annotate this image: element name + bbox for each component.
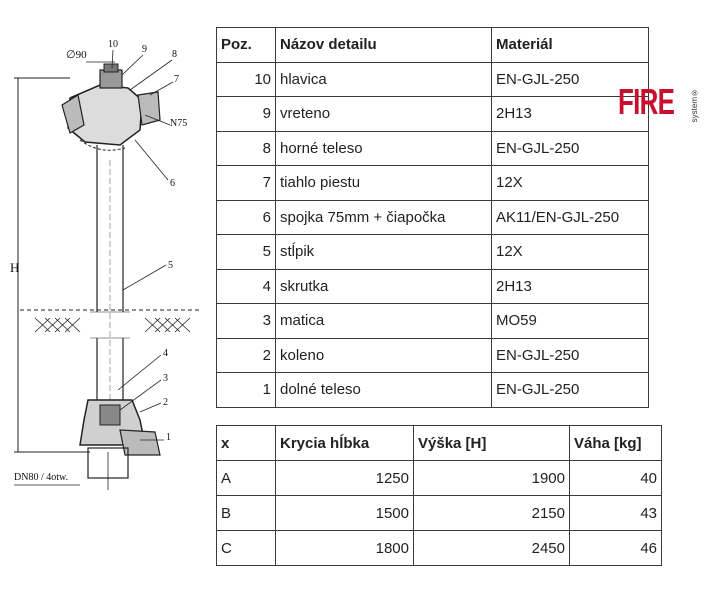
dims-header-row [217,426,662,461]
part-material: 12X [492,235,649,270]
h-label: H [10,260,20,275]
dim-x: B [217,496,276,531]
part-material: 12X [492,166,649,201]
dim-depth: 1250 [276,461,414,496]
callout-1: 1 [166,432,171,443]
part-name: dolné teleso [276,373,492,408]
table-row [217,200,649,235]
table-row [217,338,649,373]
n75-label: N75 [170,118,188,129]
part-poz: 2 [217,338,276,373]
dim-weight: 40 [570,461,662,496]
part-name: skrutka [276,269,492,304]
dim-height: 2150 [414,496,570,531]
table-row [217,235,649,270]
callout-10: 10 [108,39,118,50]
parts-table [216,27,649,408]
table-row [217,97,649,132]
part-material: EN-GJL-250 [492,131,649,166]
part-poz: 7 [217,166,276,201]
table-row [217,131,649,166]
callout-8: 8 [172,49,177,60]
table-row [217,496,662,531]
part-name: tiahlo piestu [276,166,492,201]
diameter-label: ∅90 [66,49,87,61]
part-poz: 9 [217,97,276,132]
dim-depth: 1500 [276,496,414,531]
part-poz: 6 [217,200,276,235]
callout-4: 4 [163,348,168,359]
part-material: MO59 [492,304,649,339]
part-name: spojka 75mm + čiapočka [276,200,492,235]
part-name: matica [276,304,492,339]
parts-header-row [217,28,649,63]
dim-weight: 43 [570,496,662,531]
table-row [217,304,649,339]
dim-x: A [217,461,276,496]
fire-system-logo [618,81,699,124]
part-poz: 5 [217,235,276,270]
dim-depth: 1800 [276,531,414,566]
col-header-depth: Krycia hĺbka [276,426,414,461]
col-header-weight: Váha [kg] [570,426,662,461]
logo-text: FIRE [618,81,675,122]
callout-9: 9 [142,44,147,55]
part-name: horné teleso [276,131,492,166]
dim-x: C [217,531,276,566]
callout-6: 6 [170,178,175,189]
callout-5: 5 [168,260,173,271]
part-material: AK11/EN-GJL-250 [492,200,649,235]
table-row [217,461,662,496]
table-row [217,166,649,201]
part-material: EN-GJL-250 [492,373,649,408]
dimensions-table [216,425,662,566]
table-row [217,62,649,97]
part-material: EN-GJL-250 [492,338,649,373]
callout-7: 7 [174,74,179,85]
part-poz: 8 [217,131,276,166]
col-header-height: Výška [H] [414,426,570,461]
part-material: EN-GJL-250 [492,62,649,97]
dim-weight: 46 [570,531,662,566]
table-row [217,269,649,304]
logo-sub: system® [690,88,699,123]
part-name: koleno [276,338,492,373]
part-name: stĺpik [276,235,492,270]
part-poz: 3 [217,304,276,339]
part-poz: 1 [217,373,276,408]
dim-height: 2450 [414,531,570,566]
col-header-poz: Poz. [217,28,276,63]
part-material: 2H13 [492,97,649,132]
hydrant-drawing [0,0,215,600]
callout-3: 3 [163,373,168,384]
callout-2: 2 [163,397,168,408]
table-row [217,531,662,566]
col-header-x: x [217,426,276,461]
dim-height: 1900 [414,461,570,496]
table-row [217,373,649,408]
part-name: vreteno [276,97,492,132]
part-poz: 10 [217,62,276,97]
col-header-material: Materiál [492,28,649,63]
col-header-name: Názov detailu [276,28,492,63]
part-poz: 4 [217,269,276,304]
dn-label: DN80 / 4otw. [14,472,69,483]
part-name: hlavica [276,62,492,97]
part-material: 2H13 [492,269,649,304]
